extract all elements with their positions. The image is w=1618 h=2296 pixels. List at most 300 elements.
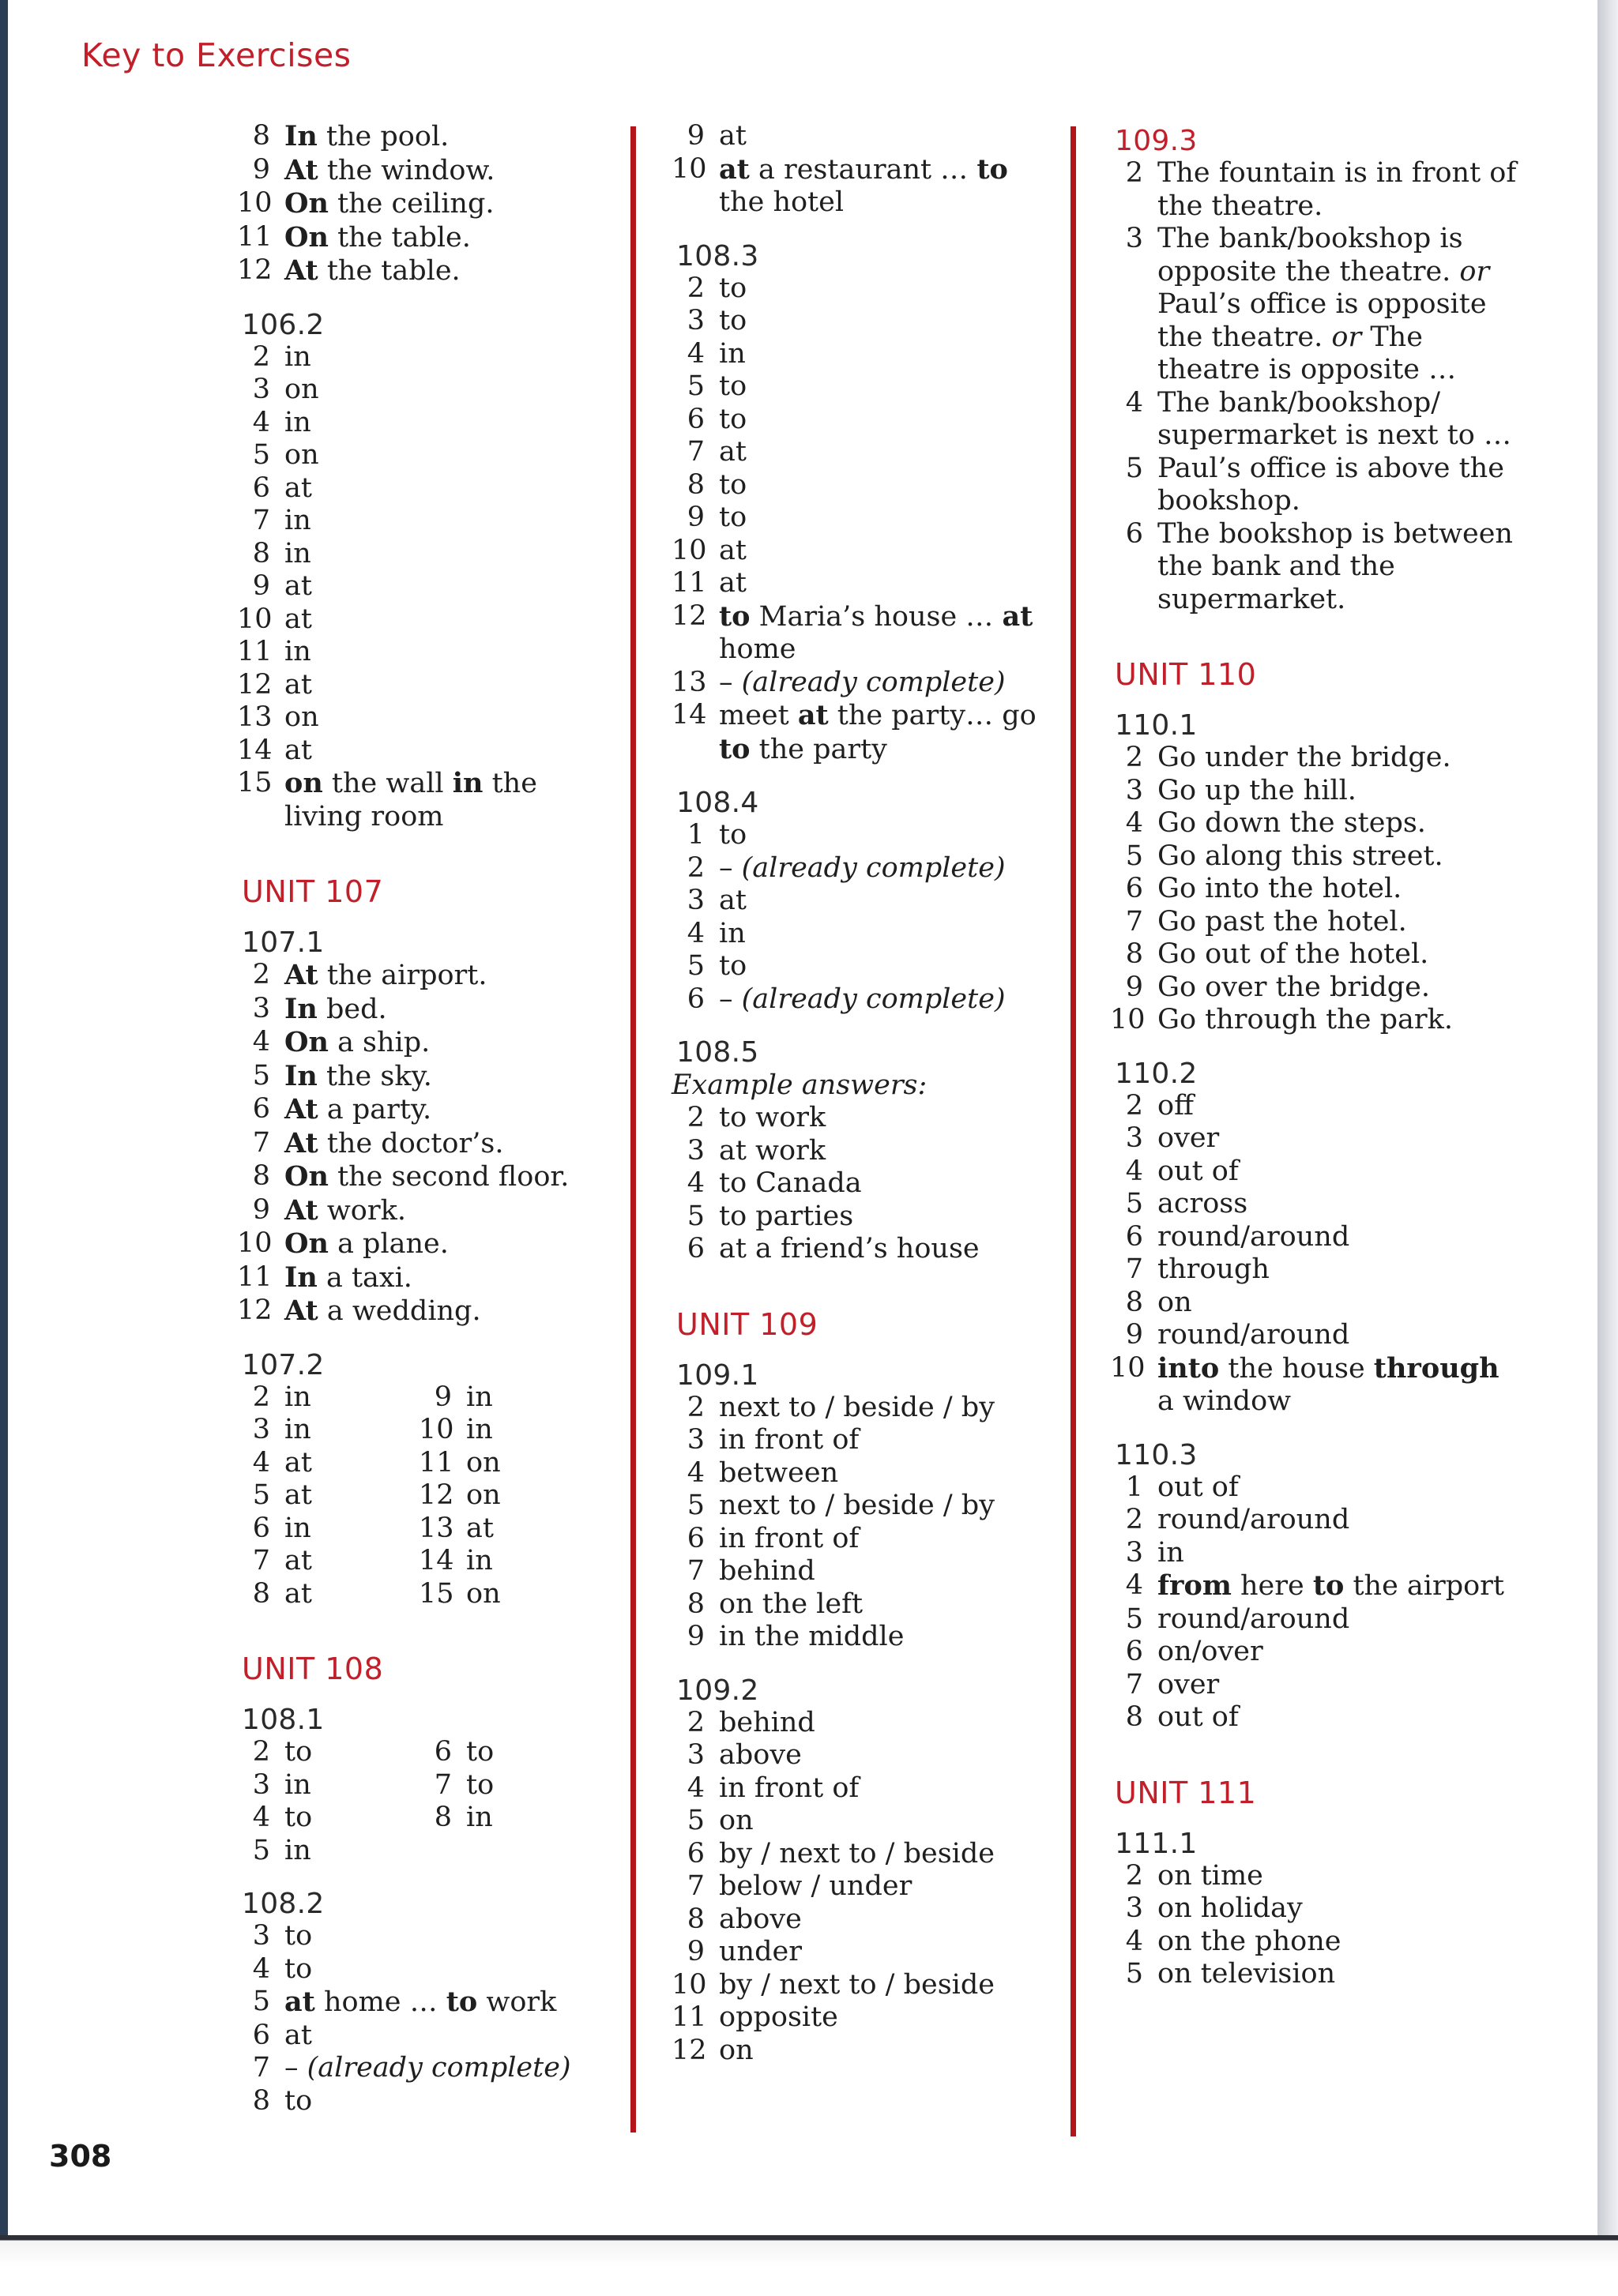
answer-keyword: On — [284, 187, 329, 220]
answer-number: 3 — [687, 1424, 705, 1456]
exercise-section — [1110, 709, 1521, 1037]
answer-fragment: the wall — [322, 768, 453, 799]
answer-number: 2 — [687, 1102, 705, 1133]
answer-text — [719, 502, 1051, 535]
answer-number: 2 — [252, 959, 270, 990]
answer-fragment: bed. — [317, 993, 387, 1025]
answer-item — [1110, 1471, 1521, 1505]
answer-number: 4 — [687, 1167, 705, 1199]
answer-text — [1157, 1090, 1521, 1123]
answer-text — [1157, 775, 1521, 808]
answer-text — [719, 1135, 1051, 1168]
answer-text — [284, 1227, 600, 1261]
answer-item — [419, 1414, 600, 1447]
answer-number: 14 — [672, 699, 707, 731]
answer-text — [719, 1523, 1051, 1556]
answer-item — [237, 636, 600, 669]
answer-number: 2 — [687, 851, 705, 884]
answer-number: 5 — [687, 1200, 705, 1232]
answer-fragment: at — [284, 603, 312, 635]
answer-fragment: on television — [1157, 1958, 1336, 1990]
answer-number: 7 — [1125, 905, 1143, 938]
answer-fragment: The fountain is in front of the theatre. — [1157, 157, 1517, 222]
answer-text — [719, 2035, 1051, 2068]
answer-text — [284, 1194, 600, 1228]
answer-fragment: a ship. — [328, 1027, 431, 1058]
answer-item — [237, 1986, 600, 2020]
answer-fragment: Paul’s office is opposite the theatre. — [1157, 288, 1487, 353]
answer-text — [719, 1969, 1051, 2002]
answer-fragment: the living room — [284, 768, 537, 832]
page-binding-edge — [0, 0, 8, 2235]
answer-fragment: the doctor’s. — [318, 1127, 504, 1159]
answer-number: 6 — [434, 1736, 452, 1768]
answer-fragment: – — [284, 2052, 307, 2084]
answer-number: 2 — [252, 340, 270, 373]
exercise-number: 108.2 — [242, 1888, 325, 1920]
answer-fragment: at — [719, 120, 747, 152]
answer-fragment: at — [284, 2019, 312, 2051]
answer-item — [237, 1513, 419, 1546]
answer-number: 5 — [252, 1834, 270, 1866]
exercise-section — [672, 787, 1051, 1016]
answer-fragment: a restaurant … — [749, 153, 977, 186]
answer-text — [719, 1201, 1051, 1234]
answer-text — [284, 1802, 419, 1835]
answer-text — [284, 767, 600, 833]
answer-fragment: on the phone — [1157, 1925, 1341, 1957]
answer-item — [237, 472, 600, 505]
answer-text — [284, 993, 600, 1027]
answer-item — [1110, 938, 1521, 971]
answer-text — [719, 305, 1051, 338]
answer-fragment: the ceiling. — [328, 188, 495, 220]
answer-number: 5 — [687, 1805, 705, 1836]
answer-number: 10 — [419, 1414, 454, 1445]
answer-fragment: – — [719, 851, 742, 884]
answer-fragment: out of — [1157, 1155, 1239, 1187]
answer-keyword: In — [284, 992, 318, 1025]
answer-item — [237, 767, 600, 833]
answer-text — [466, 1414, 600, 1447]
answer-number: 9 — [687, 502, 705, 533]
answer-number: 6 — [1125, 1220, 1143, 1253]
answer-number: 11 — [419, 1446, 454, 1479]
unit-heading: UNIT 108 — [242, 1652, 384, 1686]
answer-fragment: – — [719, 666, 742, 698]
answer-item — [1110, 387, 1521, 453]
answer-number: 15 — [419, 1577, 454, 1610]
exercise-number: 110.2 — [1115, 1057, 1198, 1090]
answer-number: 7 — [252, 505, 270, 536]
answer-text — [466, 1545, 600, 1578]
answer-text — [1157, 906, 1521, 939]
answer-keyword: At — [284, 1126, 318, 1159]
answer-text — [719, 699, 1051, 766]
answer-item — [672, 1805, 1051, 1838]
answer-number: 4 — [252, 406, 270, 438]
answer-number: 7 — [252, 1126, 270, 1159]
answer-text — [719, 1936, 1051, 1969]
answer-text — [1157, 1471, 1521, 1505]
answer-text — [1157, 1319, 1521, 1352]
answer-text — [1157, 157, 1521, 223]
exercise-section — [672, 240, 1051, 767]
answer-number: 14 — [237, 734, 273, 766]
answer-text — [284, 1093, 600, 1127]
answer-text — [1157, 807, 1521, 840]
answer-text — [284, 1127, 600, 1161]
answer-fragment: Paul’s office is above the bookshop. — [1157, 452, 1504, 517]
answer-fragment: to — [284, 1736, 313, 1768]
answer-item — [237, 2020, 600, 2053]
answer-fragment: at — [284, 668, 312, 701]
unit-heading: UNIT 110 — [1115, 657, 1257, 692]
answer-fragment: the party… go — [828, 700, 1037, 731]
answer-item — [1110, 1669, 1521, 1702]
answer-item — [1110, 1122, 1521, 1156]
answer-note: or — [1459, 255, 1490, 287]
answer-number: 3 — [1125, 1892, 1143, 1924]
answer-note: or — [1331, 321, 1362, 353]
answer-fragment: on — [1157, 1286, 1192, 1318]
answer-text — [719, 1621, 1051, 1654]
answer-number: 4 — [1125, 1155, 1143, 1187]
answer-item — [1110, 742, 1521, 775]
answer-number: 14 — [419, 1545, 454, 1576]
answer-keyword: to — [719, 599, 751, 633]
answer-number: 6 — [252, 472, 270, 504]
answer-item — [672, 1838, 1051, 1871]
answer-fragment: at — [719, 885, 747, 916]
answer-fragment: Go out of the hotel. — [1157, 938, 1429, 970]
answer-number: 8 — [687, 1903, 705, 1935]
answer-item — [1110, 1156, 1521, 1189]
answer-number: 2 — [252, 1381, 270, 1413]
answer-text — [284, 570, 600, 603]
answer-number: 11 — [672, 567, 707, 599]
answer-fragment: the airport — [1344, 1570, 1504, 1602]
exercise-section — [237, 1704, 600, 1867]
answer-text — [284, 538, 600, 571]
answer-fragment: to — [466, 1736, 495, 1768]
answer-number: 5 — [687, 950, 705, 982]
answer-number: 4 — [1125, 386, 1143, 419]
answer-text — [719, 950, 1051, 983]
answer-fragment: at — [719, 436, 747, 468]
answer-number: 7 — [434, 1768, 452, 1801]
answer-number: 3 — [252, 992, 270, 1024]
answer-item — [672, 305, 1051, 338]
answer-item — [237, 1261, 600, 1295]
answer-number: 10 — [1110, 1004, 1146, 1035]
answer-number: 3 — [687, 1134, 705, 1167]
answer-number: 4 — [687, 1772, 705, 1804]
answer-text — [1157, 1669, 1521, 1702]
answer-fragment: in the middle — [719, 1621, 905, 1652]
answer-item — [237, 187, 600, 221]
answer-text — [284, 1026, 600, 1060]
answer-item — [237, 1769, 419, 1802]
answer-keyword: In — [284, 1261, 318, 1294]
answer-fragment: Maria’s house … — [750, 600, 1003, 633]
exercise-section — [1110, 1439, 1521, 1734]
unit-heading: UNIT 109 — [676, 1306, 818, 1342]
unit-heading: UNIT 107 — [242, 874, 384, 909]
answer-subcolumn-right — [419, 1381, 600, 1611]
answer-item — [672, 950, 1051, 983]
answer-number: 6 — [252, 1512, 270, 1544]
answer-keyword: at — [1002, 599, 1033, 633]
answer-item — [672, 1588, 1051, 1621]
answer-text — [284, 1545, 419, 1578]
answer-text — [284, 1295, 600, 1328]
answer-fragment: in — [284, 636, 311, 667]
page-header: Key to Exercises — [81, 36, 352, 74]
answer-item — [237, 1194, 600, 1228]
answer-item — [672, 120, 1051, 153]
answer-number: 4 — [1125, 1569, 1143, 1601]
answer-fragment: in — [284, 1512, 311, 1544]
answer-fragment: the window. — [318, 154, 495, 186]
answer-number: 12 — [419, 1479, 454, 1511]
answer-fragment: to — [719, 950, 747, 982]
answer-subcolumn-right — [419, 1736, 600, 1867]
answer-item — [672, 1201, 1051, 1234]
answer-number: 7 — [687, 436, 705, 468]
answer-text — [719, 272, 1051, 306]
answer-text — [284, 636, 600, 669]
answer-keyword: At — [284, 1193, 318, 1227]
answer-number: 8 — [252, 1160, 270, 1192]
answer-text — [1157, 1253, 1521, 1287]
answer-text — [284, 1953, 600, 1986]
answer-text — [719, 2001, 1051, 2035]
exercise-section — [1110, 1058, 1521, 1419]
answer-fragment: over — [1157, 1668, 1220, 1700]
answer-number: 10 — [237, 1227, 273, 1259]
answer-fragment: on holiday — [1157, 1892, 1303, 1924]
answer-item — [672, 535, 1051, 568]
answer-number: 10 — [237, 603, 273, 635]
answer-item — [1110, 1892, 1521, 1926]
answer-item — [237, 1295, 600, 1328]
answer-item — [1110, 1504, 1521, 1537]
exercise-section — [237, 120, 600, 288]
exercise-section — [1110, 125, 1521, 616]
answer-fragment: over — [1157, 1122, 1220, 1154]
answer-text — [719, 469, 1051, 502]
answer-text — [1157, 971, 1521, 1005]
answer-fragment: at — [284, 472, 312, 504]
answer-fragment: the hotel — [719, 186, 845, 218]
answer-item — [237, 2085, 600, 2118]
answer-fragment: under — [719, 1936, 802, 1967]
answer-number: 10 — [672, 1968, 707, 2001]
answer-text — [284, 374, 600, 407]
answer-fragment: in front of — [719, 1424, 860, 1456]
answer-fragment: Go under the bridge. — [1157, 742, 1451, 773]
answer-number: 4 — [1125, 807, 1143, 839]
answer-number: 11 — [237, 220, 273, 253]
answer-fragment: on time — [1157, 1859, 1263, 1892]
answer-text — [284, 154, 600, 188]
answer-item — [672, 667, 1051, 700]
answer-item — [1110, 1188, 1521, 1221]
answer-number: 3 — [1125, 223, 1143, 254]
answer-text — [466, 1769, 600, 1802]
answer-item — [237, 1835, 419, 1868]
answer-text — [1157, 873, 1521, 906]
answer-item — [1110, 1090, 1521, 1123]
answer-item — [1110, 223, 1521, 387]
answer-number: 9 — [687, 1936, 705, 1967]
answer-item — [237, 154, 600, 188]
answer-text — [1157, 1122, 1521, 1156]
answer-item — [1110, 518, 1521, 617]
answer-fragment: on — [284, 374, 319, 405]
answer-text — [1157, 387, 1521, 453]
answer-number: 4 — [252, 1446, 270, 1479]
answer-fragment: to — [719, 370, 747, 402]
answer-item — [1110, 1319, 1521, 1352]
answer-keyword: to — [446, 1986, 478, 2018]
answer-text — [719, 404, 1051, 437]
answer-fragment: in — [284, 1768, 311, 1801]
answer-keyword: At — [284, 254, 318, 287]
answer-note: (already complete) — [307, 2052, 571, 2084]
exercise-number: 108.3 — [676, 239, 759, 272]
answer-item — [1110, 1926, 1521, 1959]
answer-item — [237, 1479, 419, 1513]
answer-item — [672, 1739, 1051, 1772]
answer-item — [672, 1135, 1051, 1168]
answer-number: 3 — [1125, 774, 1143, 806]
answer-fragment: at — [466, 1512, 494, 1544]
exercise-section — [237, 309, 600, 834]
answer-fragment: in — [466, 1414, 493, 1445]
answer-text — [1157, 518, 1521, 617]
answer-text — [1157, 1892, 1521, 1926]
answer-text — [284, 1920, 600, 1953]
two-column-answers — [237, 1736, 600, 1867]
answer-item — [672, 2001, 1051, 2035]
answer-item — [237, 1127, 600, 1161]
exercise-section — [237, 1888, 600, 2118]
answer-fragment: below / under — [719, 1870, 912, 1902]
exercise-section — [672, 1036, 1051, 1266]
column-rule-2 — [1071, 126, 1076, 2136]
answer-text — [719, 1424, 1051, 1457]
answer-fragment: the table. — [318, 255, 461, 287]
answer-item — [672, 1424, 1051, 1457]
answer-number: 12 — [237, 254, 273, 286]
answer-item — [672, 852, 1051, 885]
answer-number: 3 — [252, 1414, 270, 1445]
exercise-number: 110.1 — [1115, 709, 1198, 742]
answer-text — [719, 436, 1051, 469]
answer-number: 3 — [252, 374, 270, 405]
answer-number: 8 — [687, 1588, 705, 1620]
answer-fragment: the sky. — [317, 1060, 432, 1092]
answer-fragment: on — [466, 1577, 501, 1610]
answer-text — [1157, 742, 1521, 775]
answer-subcolumn-left — [237, 1736, 419, 1867]
answer-item — [237, 669, 600, 702]
answer-number: 13 — [237, 701, 273, 733]
answer-text — [1157, 1860, 1521, 1893]
answer-fragment: at — [284, 570, 312, 602]
answer-text — [284, 472, 600, 505]
answer-fragment: on the left — [719, 1588, 864, 1620]
answer-fragment: in — [719, 917, 746, 949]
answer-fragment: in — [466, 1381, 493, 1413]
answer-text — [1157, 1188, 1521, 1221]
answer-fragment: opposite — [719, 2001, 838, 2033]
answer-keyword: On — [284, 1160, 329, 1193]
answer-item — [672, 567, 1051, 600]
answer-number: 2 — [1125, 742, 1143, 773]
answer-text — [466, 1447, 600, 1480]
answer-text — [1157, 1156, 1521, 1189]
answer-item — [237, 1414, 419, 1447]
answer-fragment: to — [719, 403, 747, 435]
answer-fragment: at — [284, 734, 312, 766]
answer-fragment: across — [1157, 1188, 1248, 1219]
answer-number: 3 — [252, 1768, 270, 1801]
answer-text — [1157, 223, 1521, 387]
answer-number: 5 — [1125, 1603, 1143, 1635]
answer-text — [719, 667, 1051, 700]
answer-text — [1157, 1352, 1521, 1419]
answer-number: 1 — [687, 819, 705, 851]
exercise-number: 110.3 — [1115, 1438, 1198, 1471]
answer-item — [672, 1969, 1051, 2002]
answer-text — [719, 1102, 1051, 1135]
exercise-number: 106.2 — [242, 308, 325, 341]
answer-number: 13 — [419, 1512, 454, 1544]
answer-number: 11 — [672, 2001, 707, 2033]
answer-item — [237, 1953, 600, 1986]
answer-fragment: the party — [750, 733, 887, 765]
answer-fragment: The bank/bookshop/ supermarket is next to … — [1157, 386, 1511, 451]
answer-text — [719, 852, 1051, 885]
answer-text — [1157, 1958, 1521, 1991]
answer-text — [284, 959, 600, 993]
answer-text — [1157, 1569, 1521, 1603]
answer-fragment: the pool. — [317, 121, 450, 152]
answer-number: 8 — [687, 468, 705, 501]
answer-item — [237, 1545, 419, 1578]
answer-number: 5 — [252, 1059, 270, 1092]
answer-fragment: the airport. — [318, 960, 487, 991]
answer-number: 5 — [1125, 840, 1143, 872]
answer-number: 6 — [1125, 1636, 1143, 1667]
answer-text — [719, 1805, 1051, 1838]
answer-item — [1110, 1537, 1521, 1570]
answer-text — [719, 1588, 1051, 1621]
answer-item — [419, 1447, 600, 1480]
answer-text — [719, 600, 1051, 667]
answer-number: 5 — [1125, 452, 1143, 484]
answer-item — [672, 1870, 1051, 1903]
answer-text — [284, 407, 600, 440]
answer-item — [237, 1447, 419, 1480]
answer-item — [1110, 1569, 1521, 1603]
answer-keyword: to — [1312, 1569, 1345, 1602]
answer-item — [237, 1736, 419, 1769]
answer-fragment: by / next to / beside — [719, 1968, 995, 2001]
